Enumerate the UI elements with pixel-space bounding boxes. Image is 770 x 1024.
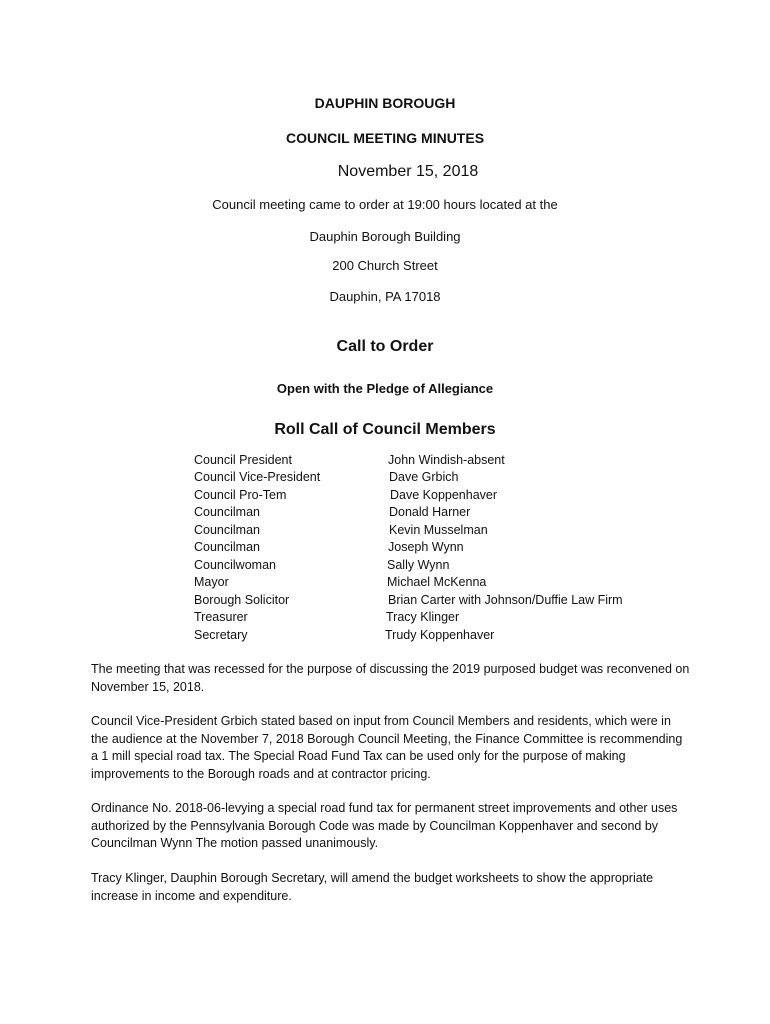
roll-member: Kevin Musselman: [389, 523, 488, 537]
roll-role: Borough Solicitor: [194, 593, 290, 607]
roll-role: Treasurer: [194, 610, 248, 624]
roll-member: Tracy Klinger: [386, 610, 460, 624]
pledge-line: Open with the Pledge of Allegiance: [276, 381, 494, 396]
roll-role: Council Pro-Tem: [194, 488, 287, 502]
location-name: Dauphin Borough Building: [309, 229, 461, 244]
roll-role: Mayor: [194, 575, 229, 589]
roll-member: Brian Carter with Johnson/Duffie Law Firm: [388, 593, 623, 607]
roll-member: Michael McKenna: [387, 575, 487, 589]
roll-member: Trudy Koppenhaver: [385, 628, 495, 642]
roll-role: Council President: [194, 453, 292, 467]
paragraph-ordinance: Ordinance No. 2018-06-levying a special road fund tax for permanent street improvements and other uses authorized by the Pennsylvania Borough Code was made by Councilman Koppenhaver and second by Councilman Wynn The motion passed unanimously.: [91, 801, 678, 850]
roll-member: Joseph Wynn: [388, 540, 464, 554]
paragraph-budget-worksheets: Tracy Klinger, Dauphin Borough Secretary, will amend the budget worksheets to show the appropriate increase in income and expenditure.: [91, 871, 654, 903]
roll-member: Dave Koppenhaver: [390, 488, 498, 502]
paragraph-reconvened: The meeting that was recessed for the purpose of discussing the 2019 purposed budget was reconvened on November 15, 2018.: [91, 662, 690, 694]
street-address: 200 Church Street: [332, 258, 438, 273]
roll-role: Councilwoman: [194, 558, 276, 572]
roll-member: John Windish-absent: [388, 453, 505, 467]
call-to-order-heading: Call to Order: [336, 338, 434, 355]
roll-member: Sally Wynn: [387, 558, 450, 572]
roll-role: Councilman: [194, 540, 261, 554]
roll-member: Donald Harner: [389, 505, 471, 519]
document-title: COUNCIL MEETING MINUTES: [285, 130, 485, 146]
paragraph-road-tax: Council Vice-President Grbich stated based on input from Council Members and residents, which were in the audience at the November 7, 2018 Borough Council Meeting, the Finance Committee is recommending a 1 mill special road tax. The Special Road Fund Tax can be used only for the purpose of making improvements to the Borough roads and at contractor pricing.: [91, 714, 683, 781]
city-address: Dauphin, PA 17018: [329, 289, 441, 304]
org-name: DAUPHIN BOROUGH: [314, 95, 456, 111]
roll-role: Secretary: [194, 628, 248, 642]
roll-role: Council Vice-President: [194, 470, 321, 484]
roll-call-heading: Roll Call of Council Members: [274, 421, 496, 438]
roll-role: Councilman: [194, 505, 261, 519]
roll-member: Dave Grbich: [389, 470, 459, 484]
meeting-date: November 15, 2018: [337, 163, 479, 180]
intro-line: Council meeting came to order at 19:00 hours located at the: [212, 197, 558, 212]
roll-role: Councilman: [194, 523, 261, 537]
